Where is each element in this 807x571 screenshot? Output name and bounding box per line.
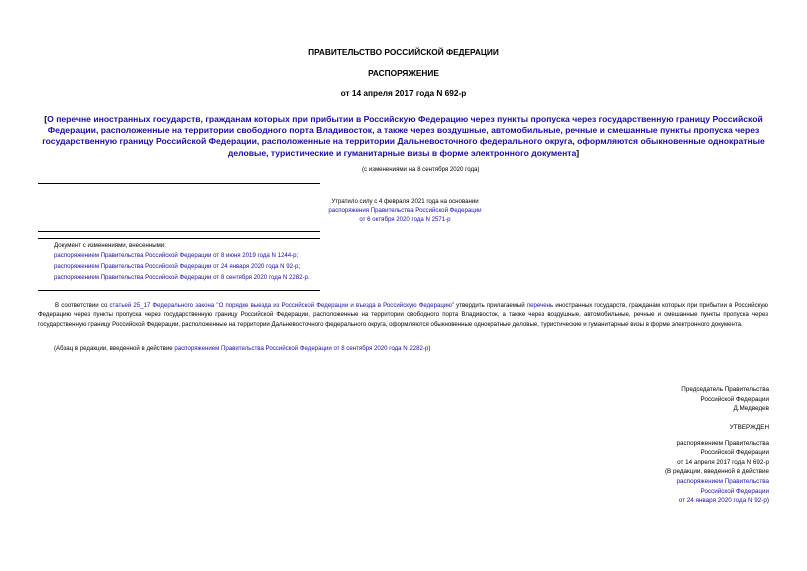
title-link[interactable]: О перечне иностранных государств, гражданам которых при прибытии в Российскую Федерацию через пункты пропуска через государственную границу Российской Федерации, расположенные на территории свободного порта Владивосток, а также через воздушные, автомобильные, речные и смешанные пункты пропуска через государственную границу Российской Федерации, расположенные на территории Дальневосточного федерального округа, оформляются обыкновенные однократные деловые, туристические и гуманитарные визы в форме электронного документа (42, 114, 765, 158)
approved-link[interactable]: распоряжением Правительства (676, 477, 769, 485)
signature-block (681, 385, 769, 414)
revision-note-link[interactable]: распоряжением Правительства Российской Федерации от 8 сентября 2020 года N 2282-р (174, 345, 429, 352)
approved-block (665, 423, 769, 506)
document-title (30, 114, 777, 159)
list-link[interactable]: перечень (526, 302, 554, 309)
approved-link[interactable]: от 24 января 2020 года N 92-р (678, 497, 767, 505)
approved-line: Российской Федерации (700, 449, 769, 457)
approved-line: от 14 апреля 2017 года N 692-р (677, 458, 769, 466)
paragraph-text: В соответствии со (55, 302, 110, 309)
paragraph-text: утвердить прилагаемый (453, 302, 527, 309)
government-heading: ПРАВИТЕЛЬСТВО РОССИЙСКОЙ ФЕДЕРАЦИИ (308, 47, 499, 57)
paragraph-revision-note (54, 345, 430, 354)
paragraph-text: иностранных государств, гражданам которых при прибытии в Российскую Федерацию через пункты пропуска через государственную границу Российской Федерации, расположенные на территории свободного порта Владивосток, а также через воздушные, автомобильные, речные и смешанные пункты пропуска через государственную границу Российской Федерации, расположенные на территории Дальневосточного федерального округа, оформляются обыкновенные однократные деловые, туристические и гуманитарные визы в форме электронного документа. (38, 302, 768, 328)
law-article-link[interactable]: статьей 25_17 Федерального закона "О порядке выезда из Российской Федерации и въезда в Российскую Федерацию" (109, 302, 454, 309)
signature-position: Председатель Правительства (681, 386, 769, 393)
document-type-heading: РАСПОРЯЖЕНИЕ (368, 68, 439, 78)
title-close-bracket: ] (576, 147, 580, 158)
amendment-link[interactable]: распоряжением Правительства Российской Федерации от 24 января 2020 года N 92-р; (54, 263, 301, 270)
signature-country: Российской Федерации (700, 395, 769, 403)
amendment-link[interactable]: распоряжением Правительства Российской Федерации от 8 июня 2019 года N 1244-р; (54, 252, 299, 259)
expired-link-line2[interactable]: от 6 октября 2020 года N 2571-р (359, 216, 451, 223)
changes-note: (с изменениями на 8 сентября 2020 года) (362, 166, 480, 173)
approved-revision-note: (В редакции, введенной в действие (664, 468, 769, 476)
expired-notice: Утратило силу с 4 февраля 2021 года на основании (331, 198, 479, 205)
revision-note-text: (Абзац в редакции, введенной в действие (54, 345, 175, 352)
approved-link-row (665, 496, 769, 506)
main-paragraph (38, 301, 768, 329)
amendment-link[interactable]: распоряжением Правительства Российской Федерации от 8 сентября 2020 года N 2282-р. (54, 274, 310, 281)
approved-label: УТВЕРЖДЕН (729, 424, 769, 431)
title-open-bracket: [ (44, 114, 48, 124)
document-date-number: от 14 апреля 2017 года N 692-р (340, 88, 467, 98)
approved-line: распоряжением Правительства (676, 439, 769, 447)
signature-name: Д.Медведев (733, 405, 769, 413)
separator-2 (38, 231, 320, 232)
revision-note-close: ) (428, 345, 431, 352)
separator-3 (38, 238, 320, 239)
separator-1 (38, 183, 320, 184)
approved-link[interactable]: Российской Федерации (700, 487, 769, 495)
amendments-intro: Документ с изменениями, внесенными: (54, 242, 166, 249)
separator-4 (38, 290, 320, 291)
expired-link-line1[interactable]: распоряжения Правительства Российской Федерации (328, 207, 482, 214)
approved-close: ) (766, 497, 769, 505)
